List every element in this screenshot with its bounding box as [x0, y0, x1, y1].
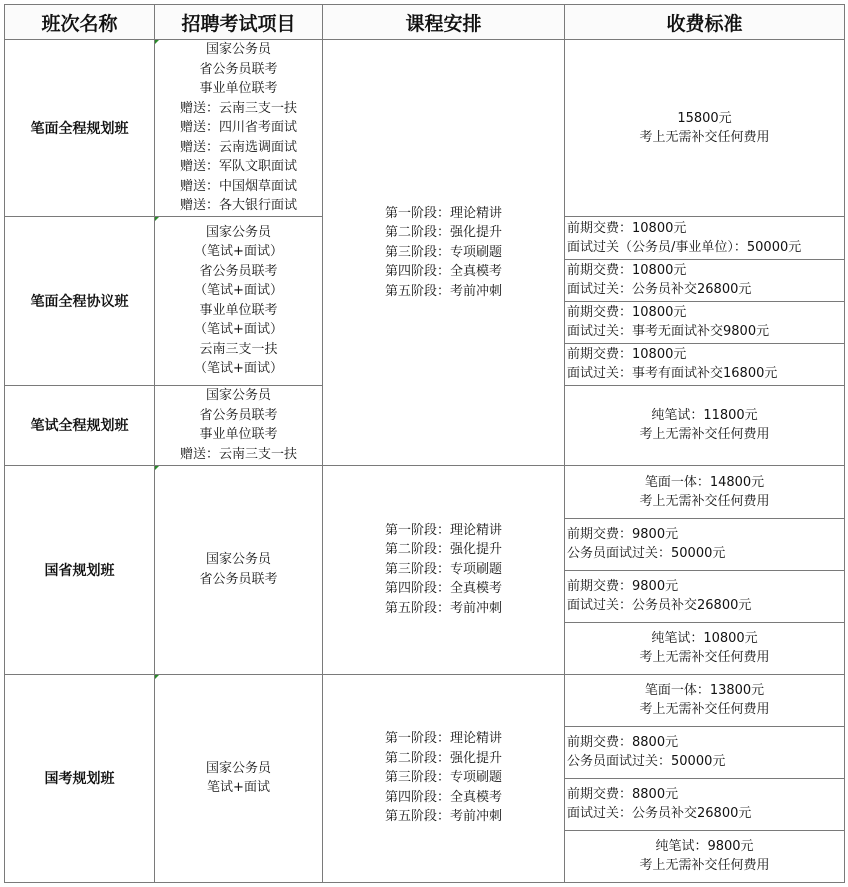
course-stage: 第四阶段：全真模考 [384, 264, 502, 279]
course-stage: 第二阶段：强化提升 [384, 225, 502, 240]
fee-line: 纯笔试：10800元 [651, 631, 758, 646]
course-plan-cell [323, 674, 565, 882]
exam-item: 云南三支一扶 [199, 341, 278, 357]
fee-cell [565, 259, 845, 301]
exam-item: 事业单位联考 [199, 302, 278, 318]
table-row [5, 465, 845, 518]
fee-line: 考上无需补交任何费用 [639, 493, 770, 509]
exam-item: （笔试+面试） [194, 244, 283, 259]
course-stage: 第二阶段：强化提升 [384, 542, 502, 558]
exam-item: （笔试+面试） [194, 322, 283, 337]
fee-line: 前期交费：8800元 [567, 787, 679, 802]
fee-cell [565, 622, 845, 674]
exam-item: 省公务员联考 [199, 407, 278, 423]
course-stage: 第一阶段：理论精讲 [384, 522, 502, 538]
exam-item: 省公务员联考 [199, 571, 278, 587]
fee-cell [565, 40, 845, 217]
exam-item: 赠送：军队文职面试 [179, 159, 297, 174]
fee-cell [565, 726, 845, 778]
fee-cell [565, 301, 845, 343]
course-stage: 第三阶段：专项刷题 [384, 561, 502, 577]
fee-line: 面试过关：公务员补交26800元 [567, 598, 752, 613]
exam-item: 事业单位联考 [199, 81, 278, 96]
course-stage: 第三阶段：专项刷题 [384, 770, 502, 786]
exam-item: （笔试+面试） [194, 361, 283, 376]
class-name-cell: 国省规划班 [5, 465, 155, 674]
fee-line: 公务员面试过关：50000元 [567, 754, 726, 769]
exam-item: 国家公务员 [205, 42, 271, 57]
fee-line: 前期交费：10800元 [567, 220, 687, 236]
fee-line: 考上无需补交任何费用 [639, 702, 770, 717]
class-name-cell: 国考规划班 [5, 674, 155, 882]
class-name-cell: 笔试全程规划班 [5, 385, 155, 465]
fee-line: 考上无需补交任何费用 [639, 650, 770, 665]
exam-item: 笔试+面试 [207, 780, 270, 795]
course-stage: 第五阶段：考前冲刺 [384, 809, 502, 825]
fee-line: 前期交费：9800元 [567, 527, 679, 542]
fee-line: 面试过关：公务员补交26800元 [567, 282, 752, 297]
exam-items-cell [155, 674, 323, 882]
fee-cell [565, 216, 845, 259]
exam-items-cell [155, 216, 323, 385]
header-fee-standard: 收费标准 [565, 5, 845, 40]
fee-line: 公务员面试过关：50000元 [567, 546, 726, 561]
fee-cell [565, 830, 845, 882]
fee-cell [565, 518, 845, 570]
course-stage: 第四阶段：全真模考 [384, 789, 502, 805]
exam-items-cell [155, 465, 323, 674]
exam-item: 赠送：中国烟草面试 [179, 178, 297, 194]
fee-cell [565, 570, 845, 622]
course-plan-cell [323, 40, 565, 466]
class-name-cell: 笔面全程规划班 [5, 40, 155, 217]
exam-item: 国家公务员 [205, 552, 271, 567]
fee-schedule-table [4, 4, 845, 883]
exam-item: 事业单位联考 [199, 427, 278, 442]
exam-item: 赠送：四川省考面试 [179, 120, 297, 135]
course-stage: 第一阶段：理论精讲 [384, 205, 502, 221]
table-row [5, 40, 845, 217]
exam-item: 赠送：各大银行面试 [179, 198, 297, 213]
exam-item: 国家公务员 [205, 224, 271, 240]
course-stage: 第五阶段：考前冲刺 [384, 600, 502, 616]
fee-cell [565, 465, 845, 518]
fee-line: 纯笔试：9800元 [655, 839, 754, 854]
fee-line: 面试过关（公务员/事业单位）：50000元 [567, 239, 802, 255]
course-stage: 第一阶段：理论精讲 [384, 731, 502, 747]
exam-item: 国家公务员 [205, 760, 271, 776]
fee-line: 面试过关：事考无面试补交9800元 [567, 324, 770, 339]
course-stage: 第四阶段：全真模考 [384, 581, 502, 597]
fee-cell [565, 385, 845, 465]
course-stage: 第二阶段：强化提升 [384, 750, 502, 766]
course-stage: 第五阶段：考前冲刺 [384, 283, 502, 299]
fee-line: 前期交费：8800元 [567, 735, 679, 750]
exam-item: （笔试+面试） [194, 283, 283, 298]
fee-line: 考上无需补交任何费用 [639, 858, 770, 873]
exam-item: 省公务员联考 [199, 263, 278, 279]
fee-line: 前期交费：9800元 [567, 579, 679, 594]
fee-line: 面试过关：事考有面试补交16800元 [567, 366, 778, 381]
exam-item: 省公务员联考 [199, 61, 278, 77]
fee-line: 前期交费：10800元 [567, 347, 687, 362]
fee-cell [565, 343, 845, 385]
fee-cell [565, 674, 845, 726]
fee-line: 面试过关：公务员补交26800元 [567, 806, 752, 821]
header-course-plan: 课程安排 [323, 5, 565, 40]
header-class-name: 班次名称 [5, 5, 155, 40]
header-exam-items: 招聘考试项目 [155, 5, 323, 40]
course-plan-cell [323, 465, 565, 674]
table-row [5, 674, 845, 726]
exam-item: 赠送：云南选调面试 [179, 139, 297, 155]
fee-line: 笔面一体：14800元 [644, 474, 765, 490]
exam-item: 国家公务员 [205, 388, 271, 403]
fee-line: 前期交费：10800元 [567, 263, 687, 278]
fee-line: 考上无需补交任何费用 [639, 129, 770, 145]
fee-line: 纯笔试：11800元 [651, 408, 758, 423]
exam-item: 赠送：云南三支一扶 [179, 100, 297, 116]
fee-cell [565, 778, 845, 830]
course-stage: 第三阶段：专项刷题 [384, 244, 502, 260]
class-name-cell: 笔面全程协议班 [5, 216, 155, 385]
exam-item: 赠送：云南三支一扶 [179, 446, 297, 462]
fee-line: 笔面一体：13800元 [644, 683, 765, 698]
fee-line: 前期交费：10800元 [567, 305, 687, 320]
fee-line: 15800元 [677, 110, 732, 126]
table-header-row [5, 5, 845, 40]
exam-items-cell [155, 385, 323, 465]
exam-items-cell [155, 40, 323, 217]
fee-line: 考上无需补交任何费用 [639, 427, 770, 442]
